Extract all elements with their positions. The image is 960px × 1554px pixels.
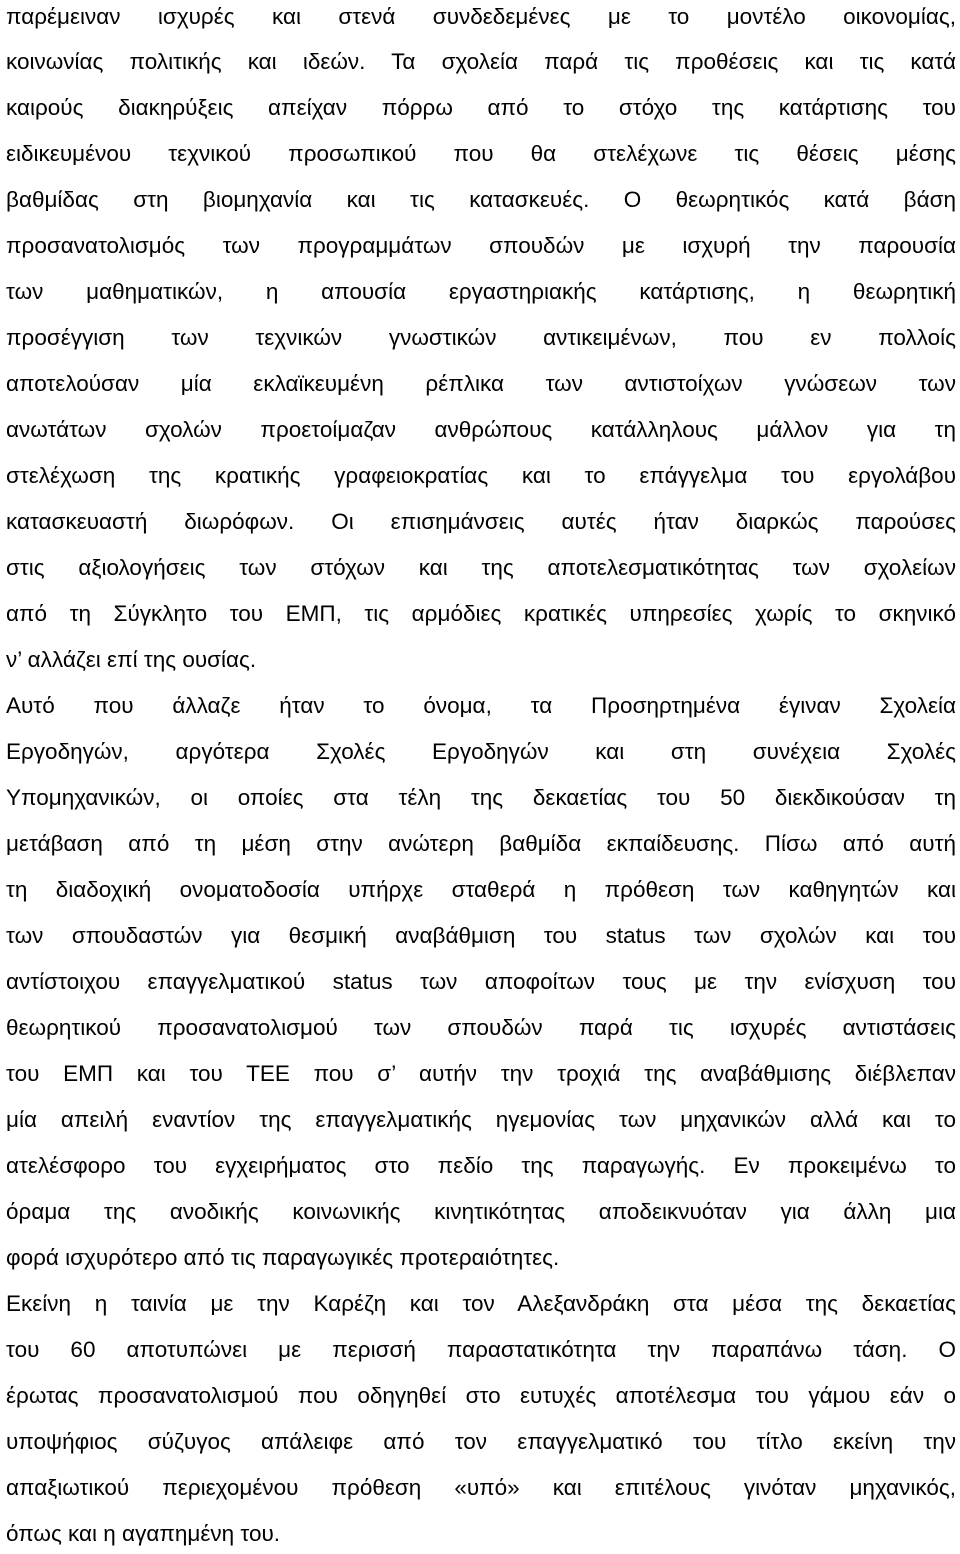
text-line: καιρούς διακηρύξεις απείχαν πόρρω από το στόχο της κατάρτισης του <box>6 95 956 120</box>
text-line: έρωτας προσανατολισμού που οδηγηθεί στο ευτυχές αποτέλεσμα του γάμου εάν ο <box>6 1383 956 1408</box>
text-line: του ΕΜΠ και του ΤΕΕ που σ’ αυτήν την τροχιά της αναβάθμισης διέβλεπαν <box>6 1061 956 1086</box>
text-line: θεωρητικού προσανατολισμού των σπουδών παρά τις ισχυρές αντιστάσεις <box>6 1015 956 1040</box>
text-line: προσανατολισμός των προγραμμάτων σπουδών με ισχυρή την παρουσία <box>6 233 956 258</box>
text-line: όραμα της ανοδικής κοινωνικής κινητικότητας αποδεικνυόταν για άλλη μια <box>6 1199 956 1224</box>
text-line: υποψήφιος σύζυγος απάλειφε από τον επαγγελματικό του τίτλο εκείνη την <box>6 1429 956 1454</box>
text-line: ν’ αλλάζει επί της ουσίας. <box>6 647 257 672</box>
text-line: ειδικευμένου τεχνικού προσωπικού που θα στελέχωνε τις θέσεις μέσης <box>6 141 956 166</box>
text-line: απαξιωτικού περιεχομένου πρόθεση «υπό» και επιτέλους γινόταν μηχανικός, <box>6 1475 956 1500</box>
text-line: των σπουδαστών για θεσμική αναβάθμιση του status των σχολών και του <box>6 923 956 948</box>
text-line: των μαθηματικών, η απουσία εργαστηριακής κατάρτισης, η θεωρητική <box>6 279 956 304</box>
text-line: από τη Σύγκλητο του ΕΜΠ, τις αρμόδιες κρατικές υπηρεσίες χωρίς το σκηνικό <box>6 601 956 626</box>
text-line: κατασκευαστή διωρόφων. Οι επισημάνσεις αυτές ήταν διαρκώς παρούσες <box>6 509 956 534</box>
text-line: βαθμίδας στη βιομηχανία και τις κατασκευές. Ο θεωρητικός κατά βάση <box>6 187 956 212</box>
text-line: προσέγγιση των τεχνικών γνωστικών αντικειμένων, που εν πολλοίς <box>6 325 956 350</box>
text-line: μετάβαση από τη μέση στην ανώτερη βαθμίδα εκπαίδευσης. Πίσω από αυτή <box>6 831 956 856</box>
text-line: στις αξιολογήσεις των στόχων και της αποτελεσματικότητας των σχολείων <box>6 555 956 580</box>
text-line: του 60 αποτυπώνει με περισσή παραστατικότητα την παραπάνω τάση. Ο <box>6 1337 956 1362</box>
text-line: μία απειλή εναντίον της επαγγελματικής ηγεμονίας των μηχανικών αλλά και το <box>6 1107 956 1132</box>
text-line: ατελέσφορο του εγχειρήματος στο πεδίο της παραγωγής. Εν προκειμένω το <box>6 1153 956 1178</box>
text-line: Εργοδηγών, αργότερα Σχολές Εργοδηγών και στη συνέχεια Σχολές <box>6 739 956 764</box>
text-line: φορά ισχυρότερο από τις παραγωγικές προτεραιότητες. <box>6 1245 560 1270</box>
text-line: αποτελούσαν μία εκλαϊκευμένη ρέπλικα των αντιστοίχων γνώσεων των <box>6 371 956 396</box>
text-line: ανωτάτων σχολών προετοίμαζαν ανθρώπους κατάλληλους μάλλον για τη <box>6 417 956 442</box>
text-line: Υπομηχανικών, οι οποίες στα τέλη της δεκαετίας του 50 διεκδικούσαν τη <box>6 785 956 810</box>
text-line: Αυτό που άλλαζε ήταν το όνομα, τα Προσηρτημένα έγιναν Σχολεία <box>6 693 956 718</box>
text-line: Εκείνη η ταινία με την Καρέζη και τον Αλεξανδράκη στα μέσα της δεκαετίας <box>6 1291 956 1316</box>
text-line: παρέμειναν ισχυρές και στενά συνδεδεμένες με το μοντέλο οικονομίας, <box>6 4 956 29</box>
text-line: όπως και η αγαπημένη του. <box>6 1521 281 1546</box>
text-line: τη διαδοχική ονοματοδοσία υπήρχε σταθερά η πρόθεση των καθηγητών και <box>6 877 956 902</box>
text-line: κοινωνίας πολιτικής και ιδεών. Τα σχολεία παρά τις προθέσεις και τις κατά <box>6 49 956 74</box>
text-line: αντίστοιχου επαγγελματικού status των αποφοίτων τους με την ενίσχυση του <box>6 969 956 994</box>
text-line: στελέχωση της κρατικής γραφειοκρατίας και το επάγγελμα του εργολάβου <box>6 463 956 488</box>
